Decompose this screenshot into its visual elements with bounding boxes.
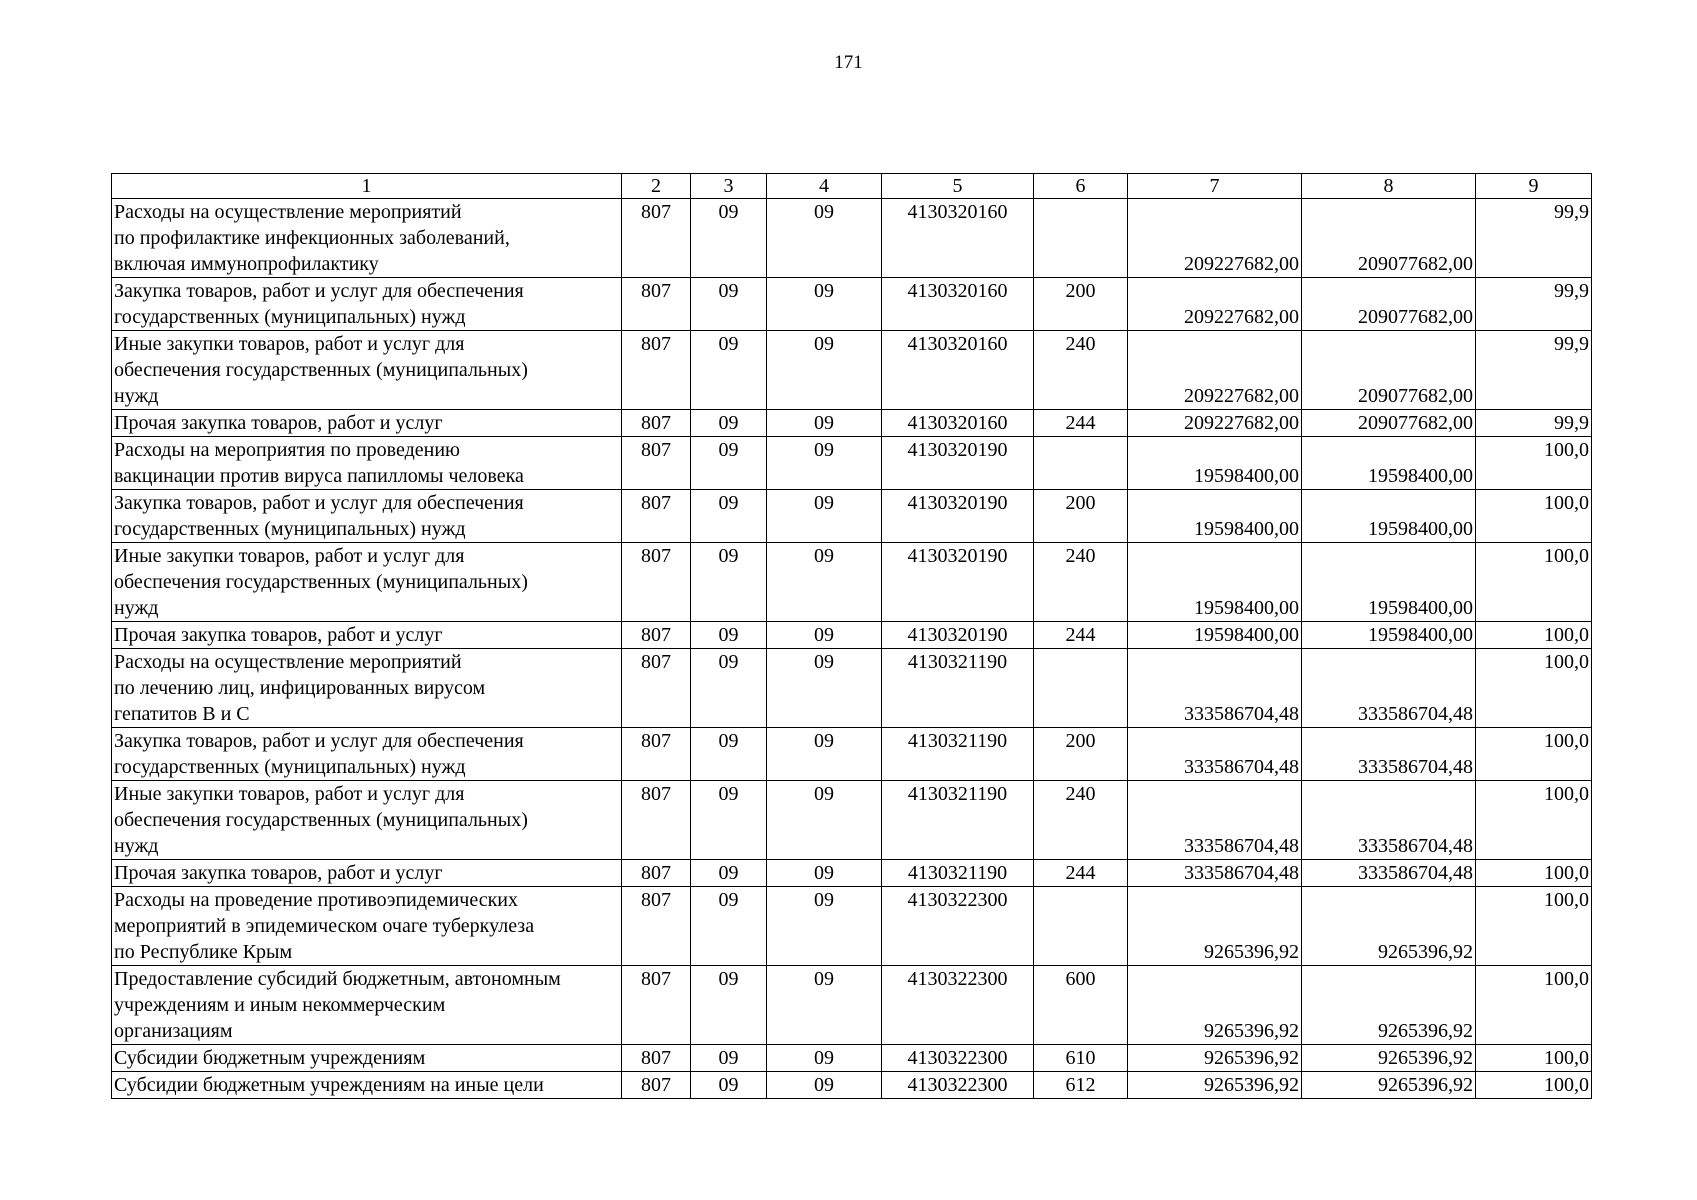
subsection-code-cell: 09 [767, 887, 882, 966]
approved-amount-cell: 209227682,00 [1128, 331, 1302, 410]
row-name-line: организациям [114, 1020, 233, 1042]
subsection-code-cell: 09 [767, 728, 882, 781]
execution-percent-cell: 100,0 [1476, 887, 1592, 966]
row-name-line: гепатитов В и С [114, 703, 250, 725]
executed-amount-cell: 333586704,48 [1302, 649, 1476, 728]
ministry-code-cell: 807 [622, 278, 691, 331]
expense-type-cell: 240 [1034, 331, 1128, 410]
execution-percent-cell: 100,0 [1476, 728, 1592, 781]
target-article-cell: 4130321190 [882, 860, 1034, 887]
row-name-line: Расходы на осуществление мероприятий [114, 651, 462, 673]
row-name-line: Прочая закупка товаров, работ и услуг [114, 862, 443, 884]
execution-percent-cell: 99,9 [1476, 331, 1592, 410]
expense-type-cell: 200 [1034, 490, 1128, 543]
ministry-code-cell: 807 [622, 860, 691, 887]
approved-amount-cell: 333586704,48 [1128, 728, 1302, 781]
executed-amount-cell: 19598400,00 [1302, 622, 1476, 649]
row-name-cell [112, 781, 622, 860]
expense-type-cell: 240 [1034, 543, 1128, 622]
section-code-cell: 09 [691, 543, 767, 622]
expense-type-cell: 200 [1034, 728, 1128, 781]
subsection-code-cell: 09 [767, 622, 882, 649]
row-name-cell [112, 543, 622, 622]
subsection-code-cell: 09 [767, 649, 882, 728]
approved-amount-cell: 209227682,00 [1128, 410, 1302, 437]
ministry-code-cell: 807 [622, 543, 691, 622]
row-name-line: включая иммунопрофилактику [114, 253, 379, 275]
row-name-cell [112, 887, 622, 966]
approved-amount-cell: 9265396,92 [1128, 1072, 1302, 1099]
column-header: 5 [882, 174, 1034, 199]
executed-amount-cell: 209077682,00 [1302, 199, 1476, 278]
row-name-line: Иные закупки товаров, работ и услуг для [114, 333, 465, 355]
execution-percent-cell: 100,0 [1476, 622, 1592, 649]
column-header: 3 [691, 174, 767, 199]
section-code-cell: 09 [691, 437, 767, 490]
execution-percent-cell: 100,0 [1476, 437, 1592, 490]
executed-amount-cell: 19598400,00 [1302, 543, 1476, 622]
table-row [112, 278, 1592, 331]
subsection-code-cell: 09 [767, 331, 882, 410]
executed-amount-cell: 333586704,48 [1302, 860, 1476, 887]
executed-amount-cell: 9265396,92 [1302, 887, 1476, 966]
approved-amount-cell: 9265396,92 [1128, 887, 1302, 966]
page-number: 171 [834, 52, 863, 73]
target-article-cell: 4130320190 [882, 490, 1034, 543]
row-name-line: вакцинации против вируса папилломы человека [114, 465, 524, 487]
ministry-code-cell: 807 [622, 1072, 691, 1099]
subsection-code-cell: 09 [767, 1072, 882, 1099]
row-name-line: Иные закупки товаров, работ и услуг для [114, 545, 465, 567]
column-header: 4 [767, 174, 882, 199]
row-name-cell [112, 1072, 622, 1099]
executed-amount-cell: 19598400,00 [1302, 437, 1476, 490]
execution-percent-cell: 100,0 [1476, 1072, 1592, 1099]
target-article-cell: 4130322300 [882, 887, 1034, 966]
table-row [112, 199, 1592, 278]
approved-amount-cell: 9265396,92 [1128, 1045, 1302, 1072]
executed-amount-cell: 209077682,00 [1302, 278, 1476, 331]
table-row [112, 622, 1592, 649]
header-row [112, 174, 1592, 199]
ministry-code-cell: 807 [622, 331, 691, 410]
row-name-line: Расходы на осуществление мероприятий [114, 201, 462, 223]
column-header: 7 [1128, 174, 1302, 199]
table-row [112, 781, 1592, 860]
section-code-cell: 09 [691, 887, 767, 966]
row-name-line: по Республике Крым [114, 941, 293, 963]
subsection-code-cell: 09 [767, 781, 882, 860]
target-article-cell: 4130321190 [882, 781, 1034, 860]
row-name-cell [112, 490, 622, 543]
table-row [112, 887, 1592, 966]
row-name-line: государственных (муниципальных) нужд [114, 306, 466, 328]
approved-amount-cell: 19598400,00 [1128, 437, 1302, 490]
expense-type-cell: 610 [1034, 1045, 1128, 1072]
section-code-cell: 09 [691, 728, 767, 781]
row-name-cell [112, 649, 622, 728]
target-article-cell: 4130322300 [882, 966, 1034, 1045]
ministry-code-cell: 807 [622, 410, 691, 437]
executed-amount-cell: 333586704,48 [1302, 728, 1476, 781]
expense-type-cell [1034, 437, 1128, 490]
table-row [112, 649, 1592, 728]
row-name-cell [112, 860, 622, 887]
target-article-cell: 4130322300 [882, 1072, 1034, 1099]
approved-amount-cell: 9265396,92 [1128, 966, 1302, 1045]
table-row [112, 490, 1592, 543]
table-row [112, 860, 1592, 887]
execution-percent-cell: 100,0 [1476, 543, 1592, 622]
target-article-cell: 4130320160 [882, 410, 1034, 437]
execution-percent-cell: 99,9 [1476, 278, 1592, 331]
row-name-line: по профилактике инфекционных заболеваний, [114, 227, 510, 249]
approved-amount-cell: 19598400,00 [1128, 490, 1302, 543]
row-name-cell [112, 1045, 622, 1072]
row-name-line: Расходы на проведение противоэпидемических [114, 889, 519, 911]
expense-type-cell: 244 [1034, 860, 1128, 887]
row-name-line: Закупка товаров, работ и услуг для обеспечения [114, 280, 524, 302]
row-name-line: Расходы на мероприятия по проведению [114, 439, 460, 461]
expense-type-cell: 244 [1034, 410, 1128, 437]
table-row [112, 1072, 1592, 1099]
approved-amount-cell: 209227682,00 [1128, 199, 1302, 278]
budget-table [111, 173, 1592, 1099]
row-name-line: Предоставление субсидий бюджетным, автономным [114, 968, 561, 990]
row-name-line: Иные закупки товаров, работ и услуг для [114, 783, 465, 805]
row-name-line: нужд [114, 835, 159, 857]
row-name-line: Субсидии бюджетным учреждениям [114, 1047, 426, 1069]
row-name-cell [112, 278, 622, 331]
row-name-line: Прочая закупка товаров, работ и услуг [114, 624, 443, 646]
ministry-code-cell: 807 [622, 728, 691, 781]
approved-amount-cell: 19598400,00 [1128, 622, 1302, 649]
expense-type-cell [1034, 649, 1128, 728]
ministry-code-cell: 807 [622, 781, 691, 860]
subsection-code-cell: 09 [767, 1045, 882, 1072]
section-code-cell: 09 [691, 622, 767, 649]
row-name-cell [112, 966, 622, 1045]
approved-amount-cell: 209227682,00 [1128, 278, 1302, 331]
subsection-code-cell: 09 [767, 278, 882, 331]
table-row [112, 966, 1592, 1045]
section-code-cell: 09 [691, 781, 767, 860]
section-code-cell: 09 [691, 1045, 767, 1072]
target-article-cell: 4130321190 [882, 728, 1034, 781]
expense-type-cell: 244 [1034, 622, 1128, 649]
subsection-code-cell: 09 [767, 543, 882, 622]
row-name-cell [112, 410, 622, 437]
row-name-line: по лечению лиц, инфицированных вирусом [114, 677, 486, 699]
table-row [112, 331, 1592, 410]
approved-amount-cell: 19598400,00 [1128, 543, 1302, 622]
section-code-cell: 09 [691, 649, 767, 728]
execution-percent-cell: 100,0 [1476, 649, 1592, 728]
row-name-line: мероприятий в эпидемическом очаге туберкулеза [114, 915, 535, 937]
target-article-cell: 4130320190 [882, 622, 1034, 649]
table-row [112, 437, 1592, 490]
target-article-cell: 4130322300 [882, 1045, 1034, 1072]
row-name-line: государственных (муниципальных) нужд [114, 756, 466, 778]
section-code-cell: 09 [691, 490, 767, 543]
row-name-cell [112, 331, 622, 410]
expense-type-cell [1034, 887, 1128, 966]
target-article-cell: 4130320160 [882, 278, 1034, 331]
subsection-code-cell: 09 [767, 410, 882, 437]
row-name-cell [112, 728, 622, 781]
approved-amount-cell: 333586704,48 [1128, 781, 1302, 860]
table-row [112, 543, 1592, 622]
subsection-code-cell: 09 [767, 490, 882, 543]
table-row [112, 1045, 1592, 1072]
target-article-cell: 4130320190 [882, 437, 1034, 490]
expense-type-cell [1034, 199, 1128, 278]
executed-amount-cell: 19598400,00 [1302, 490, 1476, 543]
section-code-cell: 09 [691, 331, 767, 410]
subsection-code-cell: 09 [767, 199, 882, 278]
row-name-line: Субсидии бюджетным учреждениям на иные цели [114, 1074, 544, 1096]
row-name-cell [112, 622, 622, 649]
execution-percent-cell: 100,0 [1476, 966, 1592, 1045]
executed-amount-cell: 9265396,92 [1302, 1045, 1476, 1072]
table-row [112, 728, 1592, 781]
column-header: 1 [112, 174, 622, 199]
execution-percent-cell: 100,0 [1476, 781, 1592, 860]
executed-amount-cell: 9265396,92 [1302, 1072, 1476, 1099]
ministry-code-cell: 807 [622, 437, 691, 490]
row-name-line: нужд [114, 597, 159, 619]
section-code-cell: 09 [691, 410, 767, 437]
expense-type-cell: 600 [1034, 966, 1128, 1045]
executed-amount-cell: 333586704,48 [1302, 781, 1476, 860]
column-header: 9 [1476, 174, 1592, 199]
ministry-code-cell: 807 [622, 199, 691, 278]
column-header: 8 [1302, 174, 1476, 199]
execution-percent-cell: 99,9 [1476, 410, 1592, 437]
target-article-cell: 4130320160 [882, 199, 1034, 278]
subsection-code-cell: 09 [767, 966, 882, 1045]
ministry-code-cell: 807 [622, 887, 691, 966]
section-code-cell: 09 [691, 966, 767, 1045]
section-code-cell: 09 [691, 1072, 767, 1099]
ministry-code-cell: 807 [622, 649, 691, 728]
executed-amount-cell: 209077682,00 [1302, 331, 1476, 410]
subsection-code-cell: 09 [767, 860, 882, 887]
execution-percent-cell: 100,0 [1476, 860, 1592, 887]
expense-type-cell: 200 [1034, 278, 1128, 331]
row-name-line: обеспечения государственных (муниципальных) [114, 571, 528, 593]
expense-type-cell: 612 [1034, 1072, 1128, 1099]
execution-percent-cell: 100,0 [1476, 490, 1592, 543]
row-name-cell [112, 437, 622, 490]
section-code-cell: 09 [691, 860, 767, 887]
row-name-line: обеспечения государственных (муниципальных) [114, 359, 528, 381]
subsection-code-cell: 09 [767, 437, 882, 490]
row-name-line: нужд [114, 385, 159, 407]
ministry-code-cell: 807 [622, 490, 691, 543]
section-code-cell: 09 [691, 278, 767, 331]
approved-amount-cell: 333586704,48 [1128, 649, 1302, 728]
column-header: 2 [622, 174, 691, 199]
executed-amount-cell: 9265396,92 [1302, 966, 1476, 1045]
section-code-cell: 09 [691, 199, 767, 278]
row-name-cell [112, 199, 622, 278]
target-article-cell: 4130320160 [882, 331, 1034, 410]
table-row [112, 410, 1592, 437]
row-name-line: учреждениям и иным некоммерческим [114, 994, 446, 1016]
column-header: 6 [1034, 174, 1128, 199]
executed-amount-cell: 209077682,00 [1302, 410, 1476, 437]
ministry-code-cell: 807 [622, 1045, 691, 1072]
row-name-line: Прочая закупка товаров, работ и услуг [114, 412, 443, 434]
target-article-cell: 4130320190 [882, 543, 1034, 622]
approved-amount-cell: 333586704,48 [1128, 860, 1302, 887]
expense-type-cell: 240 [1034, 781, 1128, 860]
row-name-line: государственных (муниципальных) нужд [114, 518, 466, 540]
ministry-code-cell: 807 [622, 622, 691, 649]
execution-percent-cell: 99,9 [1476, 199, 1592, 278]
table-body [112, 199, 1592, 1099]
ministry-code-cell: 807 [622, 966, 691, 1045]
target-article-cell: 4130321190 [882, 649, 1034, 728]
row-name-line: Закупка товаров, работ и услуг для обеспечения [114, 730, 524, 752]
row-name-line: Закупка товаров, работ и услуг для обеспечения [114, 492, 524, 514]
execution-percent-cell: 100,0 [1476, 1045, 1592, 1072]
row-name-line: обеспечения государственных (муниципальных) [114, 809, 528, 831]
